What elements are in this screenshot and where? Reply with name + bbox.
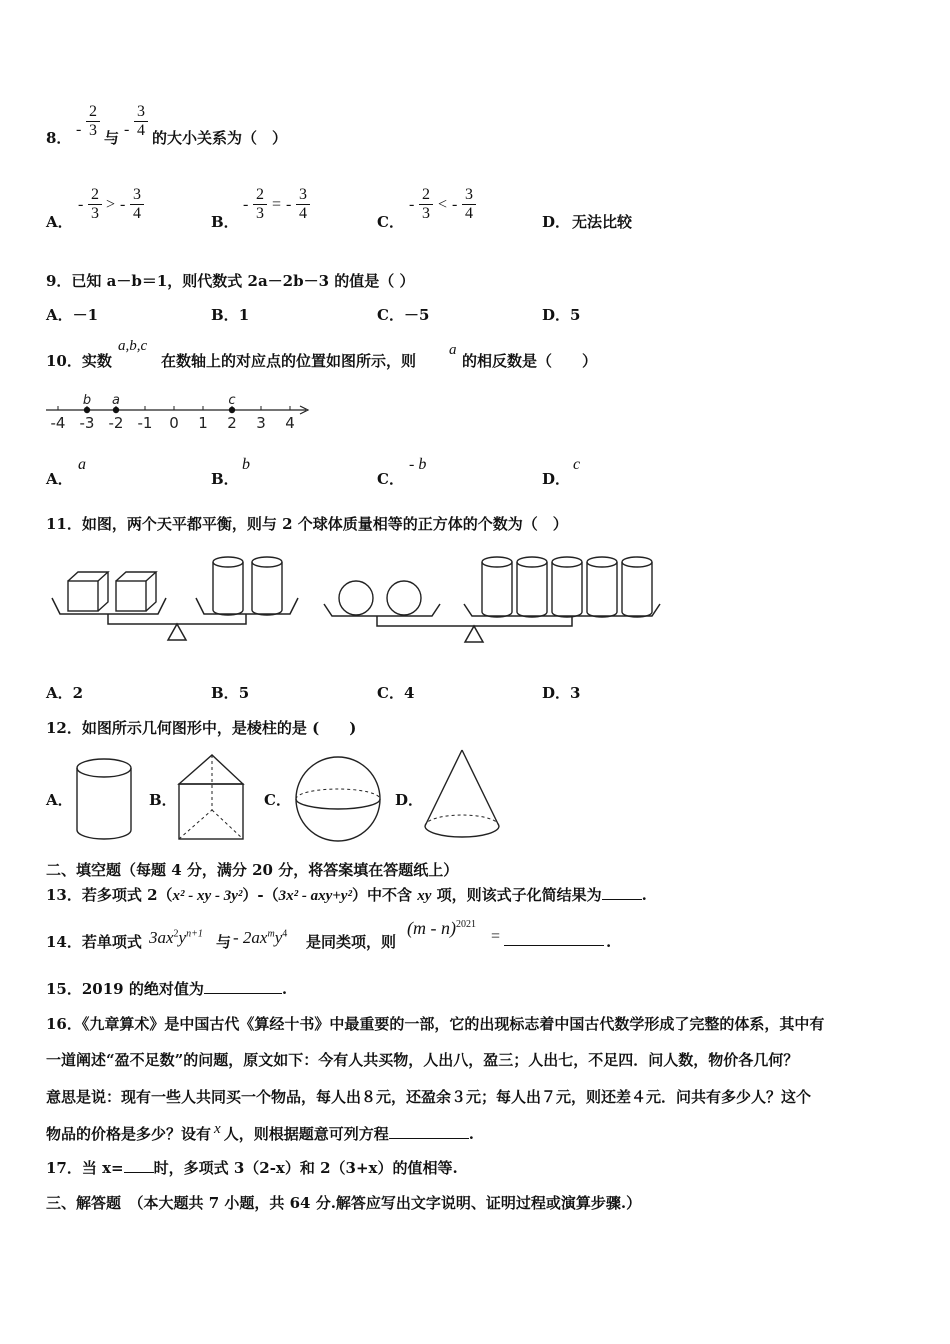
q11-option-d[interactable]: D．3	[542, 684, 581, 702]
q12-option-b-label[interactable]: B．	[149, 791, 177, 809]
q9-stem: 9．已知 a－b＝1，则代数式 2a－2b－3 的值是（ ）	[46, 272, 415, 290]
q12-option-d-label[interactable]: D．	[395, 791, 424, 809]
q10-option-c-label[interactable]: C．	[377, 470, 404, 488]
q10-option-a-value: a	[78, 456, 86, 473]
q10-tail: 的相反数是（ ）	[462, 352, 598, 370]
number-line-tick-label: 4	[285, 414, 295, 432]
triangular-prism-icon	[176, 752, 251, 844]
q8-tail: 的大小关系为（ ）	[152, 129, 288, 147]
fulcrum-icon	[465, 626, 483, 642]
q14-monomial-2: - $2ax^my^4$	[233, 928, 288, 947]
cube-icon	[68, 572, 108, 611]
number-line-tick-label: 1	[198, 414, 208, 432]
number-line-tick-label: 3	[256, 414, 266, 432]
q10-option-a-label[interactable]: A．	[46, 470, 73, 488]
balance-scale-right	[322, 548, 667, 658]
q14-answer-blank[interactable]	[504, 931, 604, 946]
cylinder-icon	[622, 557, 652, 617]
section-2-title: 二、填空题（每题 4 分，满分 20 分，将答案填在答题纸上）	[46, 861, 459, 879]
q8-number: 8．	[46, 129, 72, 147]
cylinder-icon	[482, 557, 512, 617]
number-line-tick-label: 2	[227, 414, 237, 432]
q10-option-b-value: b	[242, 456, 250, 473]
q12-stem: 12．如图所示几何图形中，是棱柱的是 ( )	[46, 719, 357, 737]
q8-minus-a: -	[76, 121, 82, 138]
cone-shape-icon	[423, 748, 508, 843]
q10-option-d-label[interactable]: D．	[542, 470, 571, 488]
q13-answer-blank[interactable]	[602, 885, 642, 900]
number-line-tick-label: -1	[137, 414, 153, 432]
number-line	[44, 388, 314, 438]
number-line-tick-label: -3	[79, 414, 95, 432]
cylinder-icon	[552, 557, 582, 617]
number-line-point-label: c	[228, 393, 236, 408]
q10-option-b-label[interactable]: B．	[211, 470, 239, 488]
q11-option-a[interactable]: A．2	[46, 684, 84, 702]
q10-number: 10．实数	[46, 352, 112, 370]
q11-stem: 11．如图，两个天平都平衡，则与 2 个球体质量相等的正方体的个数为（ ）	[46, 515, 568, 533]
number-line-point-label: a	[112, 393, 120, 408]
number-line-tick-label: -4	[50, 414, 66, 432]
q9-option-d[interactable]: D．5	[542, 306, 581, 324]
q8-conj: 与	[104, 129, 120, 147]
q17-answer-blank[interactable]	[124, 1158, 154, 1173]
q14-power-expr: (m - n)$^{2021}$	[407, 918, 476, 938]
cylinder-icon	[252, 557, 282, 615]
q8-fraction-a: $\frac{2}{3}$	[86, 103, 100, 140]
q11-option-c[interactable]: C．4	[377, 684, 415, 702]
sphere-shape-icon	[290, 757, 385, 842]
q8-fraction-b: $\frac{3}{4}$	[134, 103, 148, 140]
question-17: 17．当 x= 时，多项式 3（2-x）和 2（3+x）的值相等.	[46, 1159, 458, 1177]
question-15: 15．2019 的绝对值为 .	[46, 980, 288, 998]
q9-option-a[interactable]: A．－1	[46, 306, 99, 324]
q9-option-b[interactable]: B．1	[211, 306, 250, 324]
q15-answer-blank[interactable]	[204, 979, 282, 994]
q10-vars: a,b,c	[118, 338, 148, 354]
sphere-icon	[387, 581, 421, 615]
q11-option-b[interactable]: B．5	[211, 684, 250, 702]
number-line-point-label: b	[82, 393, 92, 408]
cylinder-icon	[517, 557, 547, 617]
cylinder-shape-icon	[74, 755, 134, 840]
balance-scale-left	[50, 548, 310, 658]
q14-monomial-1: $3ax^2y^{n+1}$	[149, 928, 203, 947]
q10-mid: 在数轴上的对应点的位置如图所示，则	[161, 352, 417, 370]
cylinder-icon	[587, 557, 617, 617]
question-13: 13．若多项式 2（x² - xy - 3y²）-（3x² - axy+y²）中不含 xy 项，则该式子化简结果为 .	[46, 886, 647, 904]
q10-option-c-value: - b	[409, 456, 427, 473]
q16-answer-blank[interactable]	[389, 1124, 469, 1139]
cube-icon	[116, 572, 156, 611]
q10-option-d-value: c	[573, 456, 581, 473]
q8-minus-b: -	[124, 121, 130, 138]
number-line-tick-label: -2	[108, 414, 124, 432]
q10-var-a: a	[449, 342, 457, 358]
sphere-icon	[339, 581, 373, 615]
q12-option-c-label[interactable]: C．	[264, 791, 291, 809]
number-line-tick-label: 0	[169, 414, 179, 432]
fulcrum-icon	[168, 624, 186, 640]
q9-option-c[interactable]: C．－5	[377, 306, 430, 324]
q12-option-a-label[interactable]: A．	[46, 791, 73, 809]
cylinder-icon	[213, 557, 243, 615]
section-3-title: 三、解答题 （本大题共 7 小题，共 64 分.解答应写出文字说明、证明过程或演算步骤.）	[46, 1194, 642, 1212]
